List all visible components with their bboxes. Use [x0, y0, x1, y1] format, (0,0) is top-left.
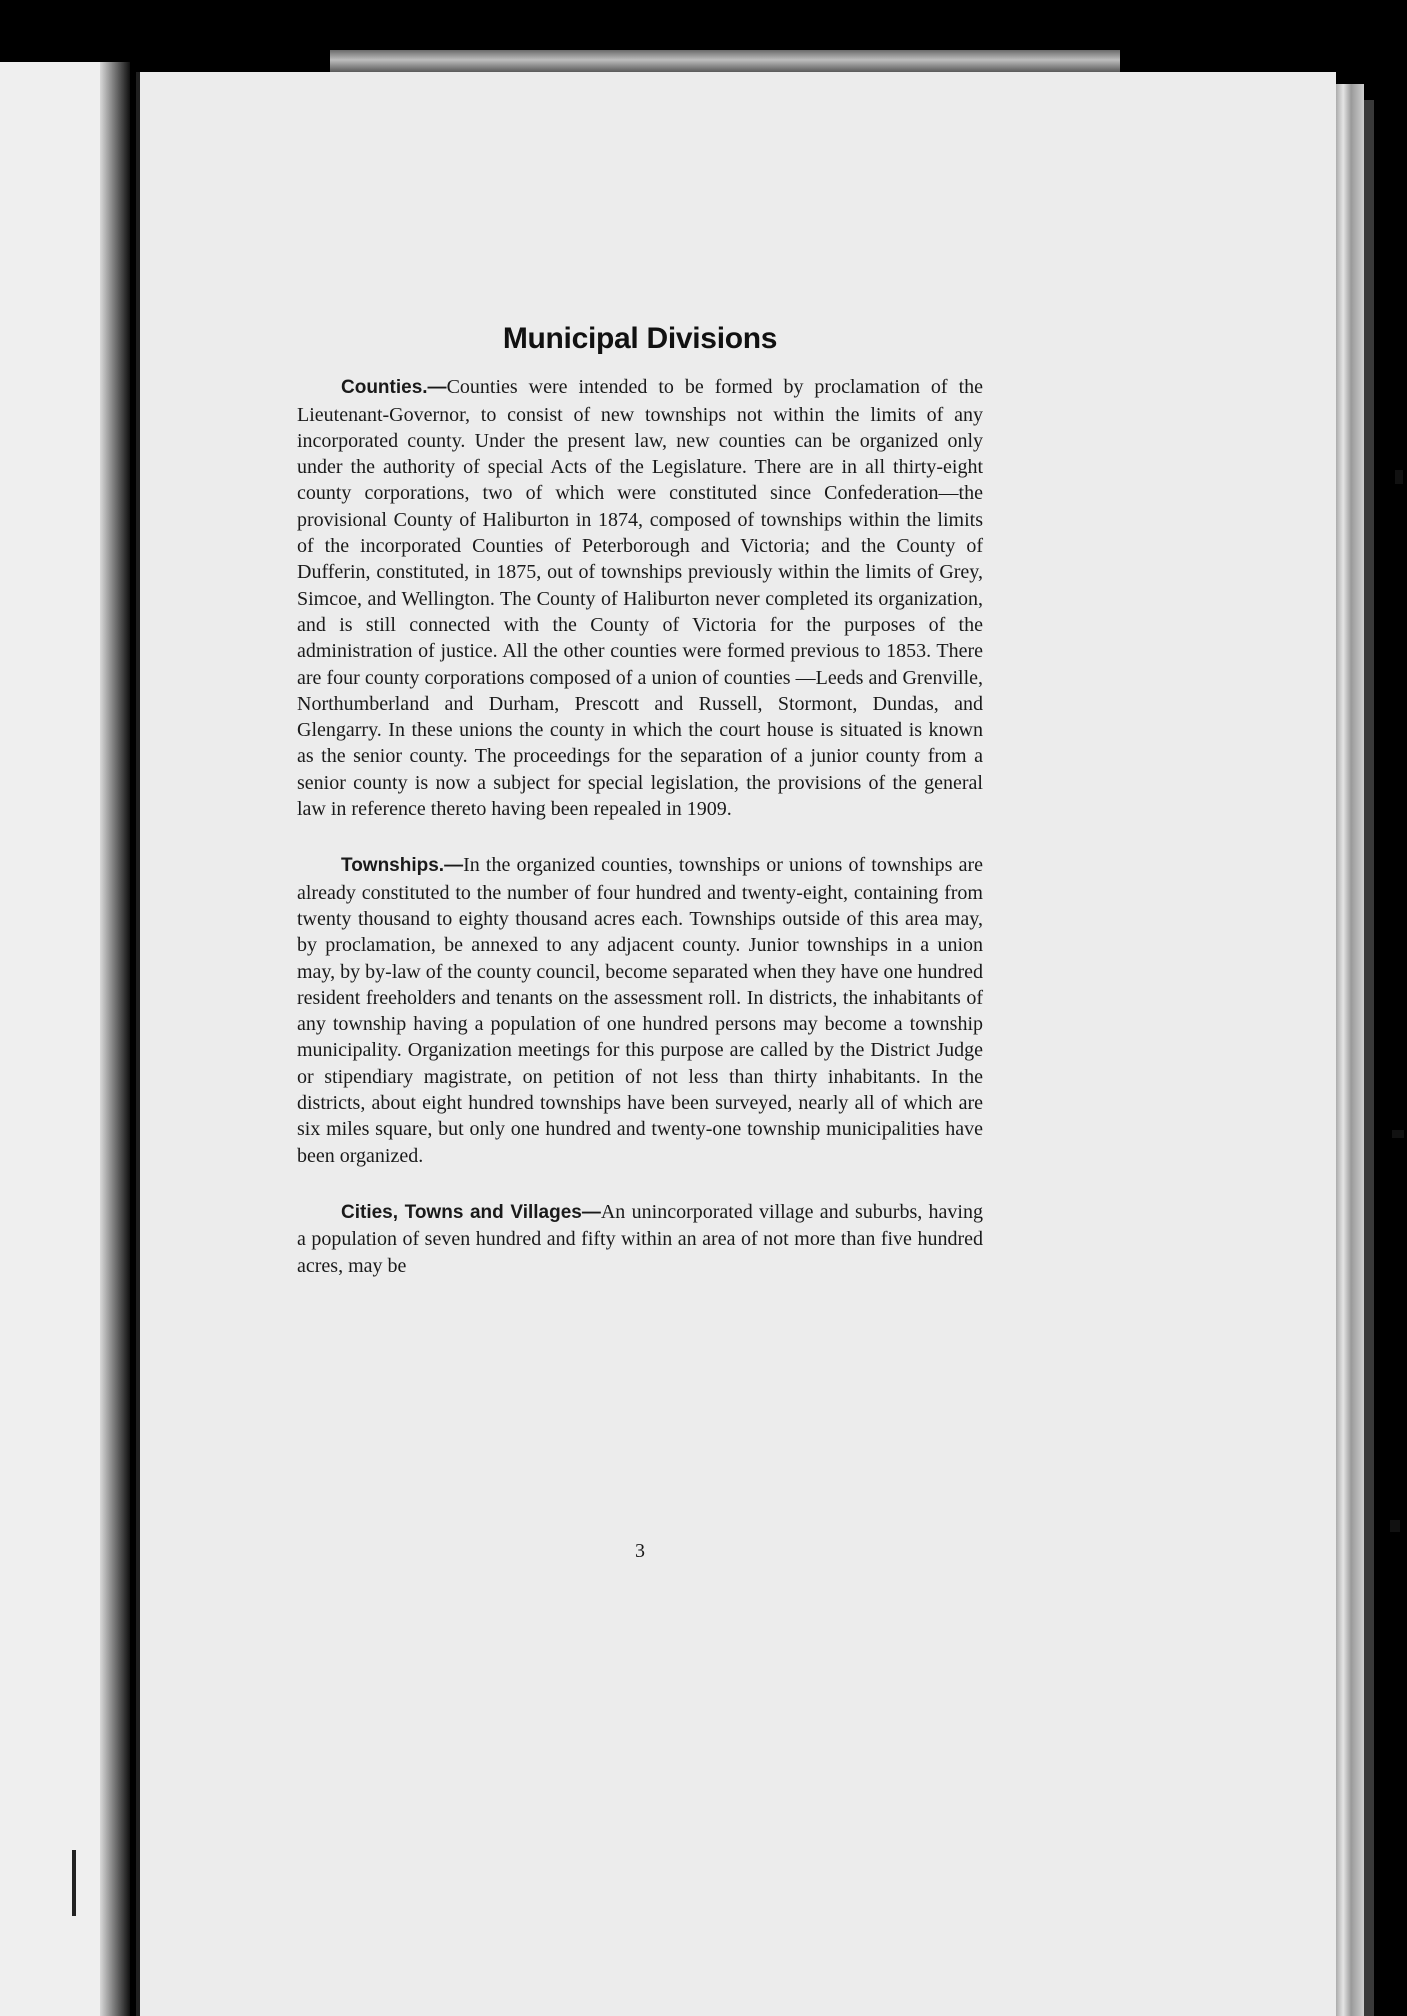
paragraph-body-cities: An unincorporated village and suburbs, having a population of seven hundred and fifty within an area of not more than five hundred acres, may be [297, 1200, 983, 1277]
page-title: Municipal Divisions [502, 322, 778, 355]
paragraph-counties [297, 374, 983, 822]
run-in-heading-counties: Counties.— [341, 377, 447, 399]
run-in-heading-townships: Townships.— [341, 855, 464, 877]
top-binding-edge [330, 50, 1120, 72]
facing-page-mark [72, 1850, 76, 1916]
paragraph-cities [297, 1199, 983, 1279]
paragraph-townships [297, 852, 983, 1169]
paragraph-body-counties: Counties were intended to be formed by proclamation of the Lieutenant-Governor, to consist of new townships not within the limits of any incorporated county. Under the present law, new counties can be organized only under the authority of special Acts of the Legislature. There are in all thirty-eight county corporations, two of which were constituted since Confederation—the provisional County of Haliburton in 1874, composed of townships within the limits of the incorporated Counties of Peterborough and Victoria; and the County of Dufferin, constituted, in 1875, out of townships previously within the limits of Grey, Simcoe, and Wellington. The County of Haliburton never completed its organization, and is still connected with the County of Victoria for the purposes of the administration of justice. All the other counties were formed previous to 1853. There are four county corporations composed of a union of counties —Leeds and Grenville, Northumberland and Durham, Prescott and Russell, Stormont, Dundas, and Glengarry. In these unions the county in which the court house is situated is known as the senior county. The proceedings for the separation of a junior county from a senior county is now a subject for special legislation, the provisions of the general law in reference thereto having been repealed in 1909. [297, 376, 983, 821]
gutter-shadow [100, 62, 130, 2016]
scan-speck [1390, 1520, 1400, 1532]
scan-speck [1392, 1130, 1404, 1138]
scan-speck [1395, 470, 1403, 484]
paragraph-body-townships: In the organized counties, townships or unions of townships are already constituted to the number of four hundred and twenty-eight, containing from twenty thousand to eighty thousand acres each. Townships outside of this area may, by proclamation, be annexed to any adjacent county. Junior townships in a union may, by by-law of the county council, become separated when they have one hundred resident freeholders and tenants on the assessment roll. In districts, the inhabitants of any township having a population of one hundred persons may become a township municipality. Organization meetings for this purpose are called by the District Judge or stipendiary magistrate, on petition of not less than thirty inhabitants. In the districts, about eight hundred townships have been surveyed, nearly all of which are six miles square, but only one hundred and twenty-one township municipalities have been organized. [297, 854, 983, 1167]
page-stack-edge [1332, 84, 1364, 2016]
page-content [297, 322, 983, 1309]
page-stack-shadow [1364, 100, 1374, 2016]
page-number: 3 [635, 1540, 645, 1562]
run-in-heading-cities: Cities, Towns and Villages— [341, 1201, 601, 1223]
